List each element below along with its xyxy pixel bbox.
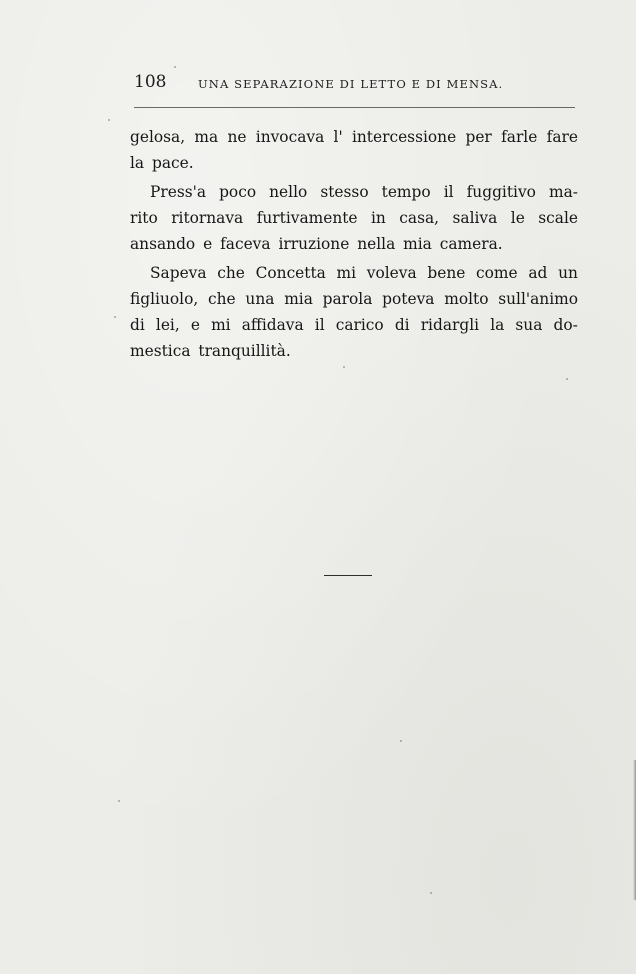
word: mi xyxy=(211,316,231,334)
body-text xyxy=(130,124,578,364)
word: ma- xyxy=(548,183,578,201)
word: carico xyxy=(335,316,384,334)
word: ne xyxy=(227,128,247,146)
word: stesso xyxy=(320,183,369,201)
word: bene xyxy=(427,264,466,282)
word: che xyxy=(208,290,236,308)
word: le xyxy=(510,209,525,227)
word: mia xyxy=(284,290,313,308)
word: che xyxy=(217,264,245,282)
paper-speck xyxy=(430,892,432,894)
text-line: mestica tranquillità. xyxy=(130,342,291,360)
word: tempo xyxy=(381,183,431,201)
page-number: 108 xyxy=(134,72,167,92)
text-line xyxy=(130,124,578,150)
paper-speck xyxy=(114,316,116,318)
text-line: ansando e faceva irruzione nella mia camera. xyxy=(130,235,503,253)
word: affidava xyxy=(241,316,304,334)
word: Press'a xyxy=(150,183,207,201)
word: farle xyxy=(501,128,538,146)
word: invocava xyxy=(255,128,325,146)
word: l' xyxy=(333,128,343,146)
text-line: la pace. xyxy=(130,154,194,172)
word: poteva xyxy=(382,290,435,308)
word: voleva xyxy=(366,264,417,282)
word: il xyxy=(443,183,454,201)
word: molto xyxy=(444,290,489,308)
text-line xyxy=(130,205,578,231)
paper-speck xyxy=(400,740,402,742)
word: Concetta xyxy=(255,264,326,282)
word: poco xyxy=(219,183,257,201)
header-rule xyxy=(134,107,575,108)
word: la xyxy=(490,316,505,334)
word: sull'animo xyxy=(498,290,578,308)
word: per xyxy=(465,128,492,146)
word: sua xyxy=(515,316,543,334)
text-line xyxy=(130,286,578,312)
word: di xyxy=(130,316,145,334)
word: casa, xyxy=(399,209,440,227)
word: ad xyxy=(528,264,548,282)
word: nello xyxy=(269,183,308,201)
word: figliuolo, xyxy=(130,290,199,308)
word: furtivamente xyxy=(256,209,358,227)
word: gelosa, xyxy=(130,128,186,146)
word: saliva xyxy=(452,209,498,227)
word: in xyxy=(371,209,386,227)
running-head: UNA SEPARAZIONE DI LETTO E DI MENSA. xyxy=(198,77,504,91)
paper-speck xyxy=(118,800,120,802)
paper-speck xyxy=(343,366,345,368)
paper-speck xyxy=(108,119,110,121)
word: rito xyxy=(130,209,158,227)
word: di xyxy=(394,316,410,334)
text-line xyxy=(130,260,578,286)
word: mi xyxy=(336,264,357,282)
page-header xyxy=(134,72,578,98)
word: fuggitivo xyxy=(466,183,536,201)
word: Sapeva xyxy=(150,264,207,282)
paper-speck xyxy=(566,378,568,380)
word: do- xyxy=(553,316,578,334)
word: ma xyxy=(194,128,219,146)
word: e xyxy=(190,316,200,334)
word: parola xyxy=(322,290,373,308)
word: come xyxy=(476,264,518,282)
word: il xyxy=(314,316,325,334)
word: fare xyxy=(546,128,578,146)
word: un xyxy=(558,264,578,282)
word: ridargli xyxy=(420,316,480,334)
end-rule xyxy=(324,575,372,576)
word: intercessione xyxy=(351,128,457,146)
text-line xyxy=(130,312,578,338)
word: una xyxy=(245,290,275,308)
text-line xyxy=(130,179,578,205)
word: lei, xyxy=(155,316,180,334)
paper-speck xyxy=(174,66,176,68)
word: ritornava xyxy=(171,209,244,227)
word: scale xyxy=(538,209,578,227)
